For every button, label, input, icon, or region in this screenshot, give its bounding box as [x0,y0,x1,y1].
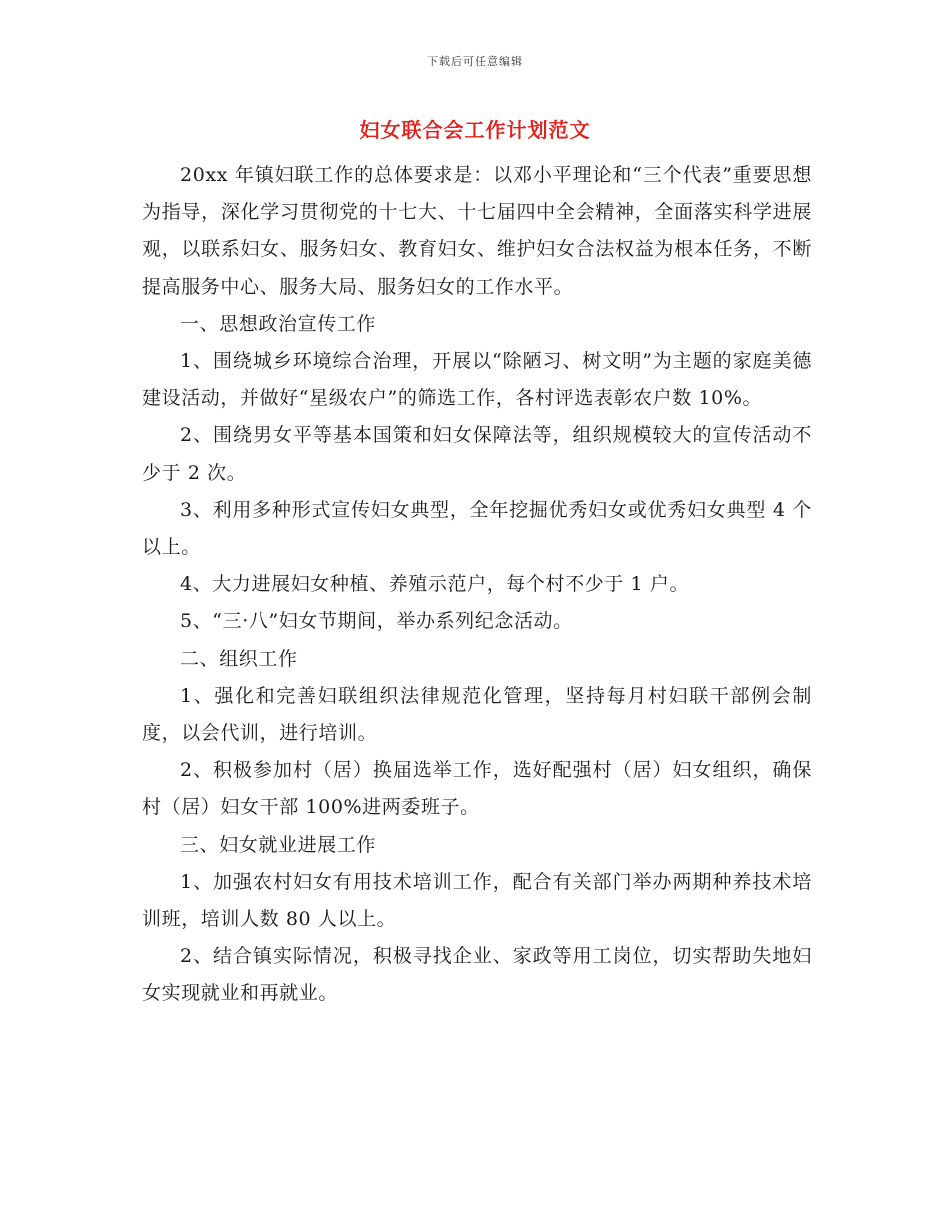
propaganda-item-5: 5、“三·八”妇女节期间，举办系列纪念活动。 [180,610,573,633]
section-heading-employment: 三、妇女就业进展工作 [180,833,377,856]
propaganda-item-3: 3、利用多种形式宣传妇女典型，全年挖掘优秀妇女或优秀妇女典型 4 个以上。 [142,498,812,559]
document-title: 妇女联合会工作计划范文 [359,118,591,142]
organization-item-2: 2、积极参加村（居）换届选举工作，选好配强村（居）妇女组织，确保村（居）妇女干部 100%进两委班子。 [142,759,812,819]
organization-item-1: 1、强化和完善妇联组织法律规范化管理，坚持每月村妇联干部例会制度，以会代训，进行培训。 [142,684,812,745]
header-note: 下载后可任意编辑 [427,55,523,68]
section-heading-propaganda: 一、思想政治宣传工作 [180,312,377,335]
propaganda-item-1: 1、围绕城乡环境综合治理，开展以“除陋习、树文明”为主题的家庭美德建设活动，并做好“星级农户”的筛选工作，各村评选表彰农户数 10%。 [142,350,812,410]
intro-paragraph: 20xx 年镇妇联工作的总体要求是：以邓小平理论和“三个代表”重要思想为指导，深化学习贯彻党的十七大、十七届四中全会精神，全面落实科学进展观，以联系妇女、服务妇女、教育妇女、维护妇女合法权益为根本任务，不断提高服务中心、服务大局、服务妇女的工作水平。 [142,164,812,298]
employment-item-1: 1、加强农村妇女有用技术培训工作，配合有关部门举办两期种养技术培训班，培训人数 80 人以上。 [142,870,812,931]
propaganda-item-4: 4、大力进展妇女种植、养殖示范户，每个村不少于 1 户。 [180,573,690,596]
propaganda-item-2: 2、围绕男女平等基本国策和妇女保障法等，组织规模较大的宣传活动不少于 2 次。 [142,424,812,484]
document-body [142,157,812,1013]
section-heading-organization: 二、组织工作 [180,647,298,670]
employment-item-2: 2、结合镇实际情况，积极寻找企业、家政等用工岗位，切实帮助失地妇女实现就业和再就业。 [142,945,812,1005]
